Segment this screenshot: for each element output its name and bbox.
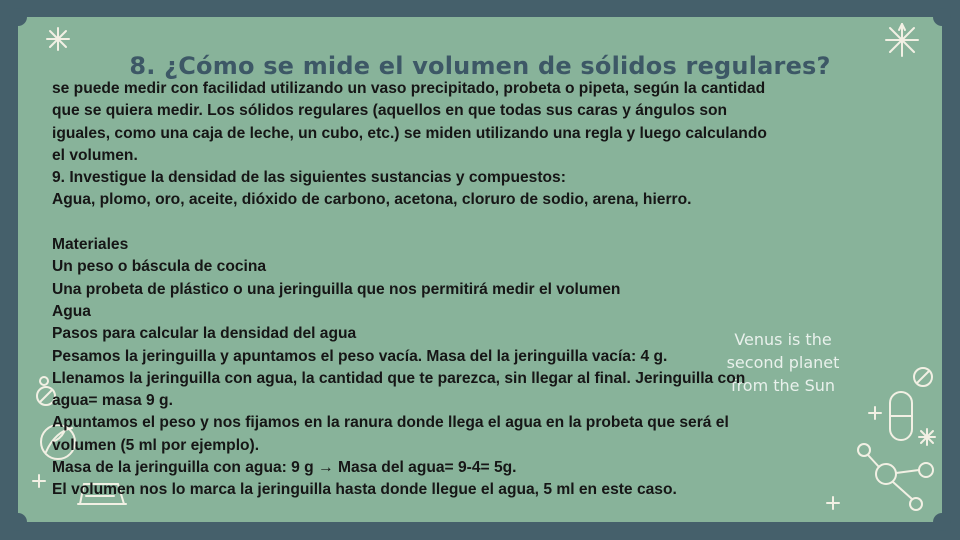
sparkle-icon <box>46 27 70 51</box>
body-line: Pasos para calcular la densidad del agua <box>52 325 357 343</box>
body-line: El volumen nos lo marca la jeringuilla hasta donde llegue el agua, 5 ml en este caso. <box>52 481 677 499</box>
body-line: el volumen. <box>52 146 138 164</box>
body-line: iguales, como una caja de leche, un cubo, etc.) se miden utilizando una regla y luego calculando <box>52 124 767 142</box>
slide-body <box>52 78 922 502</box>
slide-title: 8. ¿Cómo se mide el volumen de sólidos regulares? <box>129 52 831 80</box>
side-note-line: Venus is the <box>734 330 832 349</box>
side-note-line: second planet <box>726 353 840 372</box>
body-line: Materiales <box>52 236 129 254</box>
corner-notch <box>933 8 951 26</box>
body-line: agua= masa 9 g. <box>52 392 173 410</box>
body-line: Agua, plomo, oro, aceite, dióxido de carbono, acetona, cloruro de sodio, arena, hierro. <box>52 191 692 209</box>
body-line: Llenamos la jeringuilla con agua, la cantidad que te parezca, sin llegar al final. Jeringuilla con <box>52 369 746 387</box>
corner-notch <box>9 513 27 531</box>
side-note-line: from the Sun <box>730 376 836 395</box>
body-spacer <box>52 212 922 234</box>
body-line: Masa de la jeringuilla con agua: 9 g → Masa del agua= 9-4= 5g. <box>52 459 517 477</box>
body-line: Pesamos la jeringuilla y apuntamos el peso vacía. Masa del la jeringuilla vacía: 4 g. <box>52 347 668 365</box>
body-line: Agua <box>52 302 91 320</box>
plus-icon <box>32 474 46 488</box>
body-line: volumen (5 ml por ejemplo). <box>52 436 260 454</box>
corner-notch <box>9 8 27 26</box>
body-line: 9. Investigue la densidad de las siguientes sustancias y compuestos: <box>52 169 566 187</box>
body-line: que se quiera medir. Los sólidos regulares (aquellos en que todas sus caras y ángulos son <box>52 102 728 120</box>
corner-notch <box>933 513 951 531</box>
body-line: Una probeta de plástico o una jeringuilla que nos permitirá medir el volumen <box>52 280 621 298</box>
body-line: se puede medir con facilidad utilizando un vaso precipitado, probeta o pipeta, según la cantidad <box>52 80 766 97</box>
body-line: Un peso o báscula de cocina <box>52 258 267 276</box>
body-line: Apuntamos el peso y nos fijamos en la ranura donde llega el agua en la probeta que será el <box>52 414 729 432</box>
